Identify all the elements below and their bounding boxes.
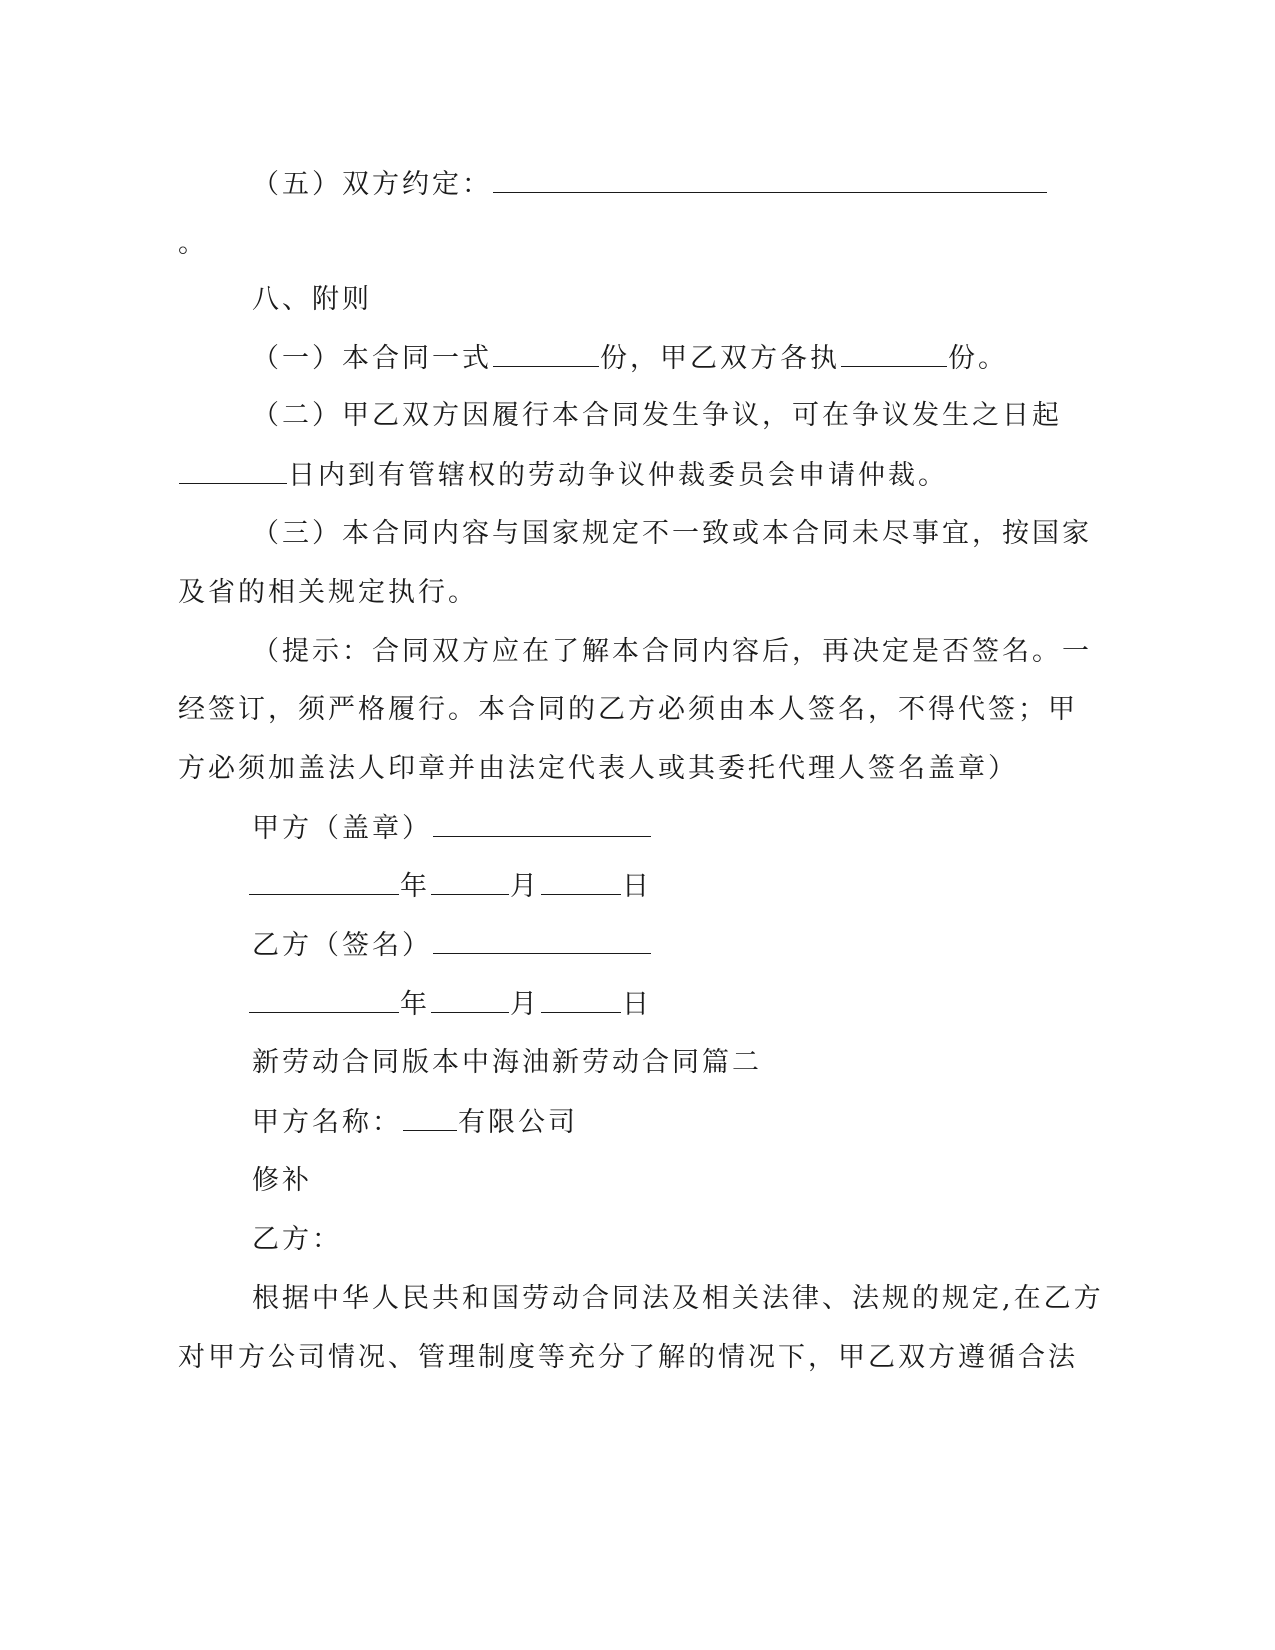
body-line-1: 根据中华人民共和国劳动合同法及相关法律、法规的规定,在乙方	[252, 1283, 1104, 1314]
blank-year-b	[249, 986, 399, 1013]
tip-line-1: （提示：合同双方应在了解本合同内容后，再决定是否签名。一	[252, 636, 1092, 667]
party-b-date	[248, 986, 652, 1023]
item-2-line-2	[178, 457, 948, 494]
clause-5-end: 。	[178, 228, 208, 259]
party-b-sign-label: 乙方（签名）	[252, 930, 432, 961]
item-3-line-1: （三）本合同内容与国家规定不一致或本合同未尽事宜，按国家	[252, 518, 1092, 549]
party-a-name-suffix: 有限公司	[458, 1107, 578, 1138]
item-2-line-2-text: 日内到有管辖权的劳动争议仲裁委员会申请仲裁。	[288, 460, 948, 491]
party-a-sign-label: 甲方（盖章）	[252, 813, 432, 844]
blank-month-a	[431, 868, 509, 895]
month-label-a: 月	[510, 871, 540, 902]
item-1	[252, 340, 1008, 377]
blank-party-a-seal	[433, 810, 651, 837]
party-b-label: 乙方：	[252, 1224, 342, 1255]
item-1-text-a: （一）本合同一式	[252, 343, 492, 374]
item-3-line-2: 及省的相关规定执行。	[178, 577, 478, 608]
day-label-a: 日	[622, 871, 652, 902]
blank-day-a	[541, 868, 621, 895]
party-a-date	[248, 868, 652, 905]
blank-copies-each	[841, 340, 947, 367]
tip-line-3: 方必须加盖法人印章并由法定代表人或其委托代理人签名盖章）	[178, 753, 1018, 784]
item-2-line-1: （二）甲乙双方因履行本合同发生争议，可在争议发生之日起	[252, 400, 1062, 431]
year-label-b: 年	[400, 989, 430, 1020]
blank-agreement	[493, 166, 1047, 193]
blank-copies-total	[493, 340, 599, 367]
year-label-a: 年	[400, 871, 430, 902]
item-1-text-c: 份。	[948, 343, 1008, 374]
body-line-2: 对甲方公司情况、管理制度等充分了解的情况下，甲乙双方遵循合法	[178, 1342, 1078, 1373]
blank-days	[179, 457, 287, 484]
party-a-signature	[252, 810, 652, 847]
blank-day-b	[541, 986, 621, 1013]
month-label-b: 月	[510, 989, 540, 1020]
clause-5-label: （五）双方约定：	[252, 169, 492, 200]
section-8-title: 八、附则	[252, 284, 372, 315]
clause-5	[252, 166, 1048, 203]
blank-party-b-sign	[433, 927, 651, 954]
section-2-title: 新劳动合同版本中海油新劳动合同篇二	[252, 1047, 762, 1078]
party-a-name	[252, 1104, 578, 1141]
party-a-name-label: 甲方名称：	[252, 1107, 402, 1138]
tip-line-2: 经签订，须严格履行。本合同的乙方必须由本人签名，不得代签；甲	[178, 694, 1078, 725]
day-label-b: 日	[622, 989, 652, 1020]
item-1-text-b: 份，甲乙双方各执	[600, 343, 840, 374]
blank-year-a	[249, 868, 399, 895]
blank-company-name	[403, 1104, 457, 1131]
revise-label: 修补	[252, 1165, 312, 1196]
party-b-signature	[252, 927, 652, 964]
blank-month-b	[431, 986, 509, 1013]
